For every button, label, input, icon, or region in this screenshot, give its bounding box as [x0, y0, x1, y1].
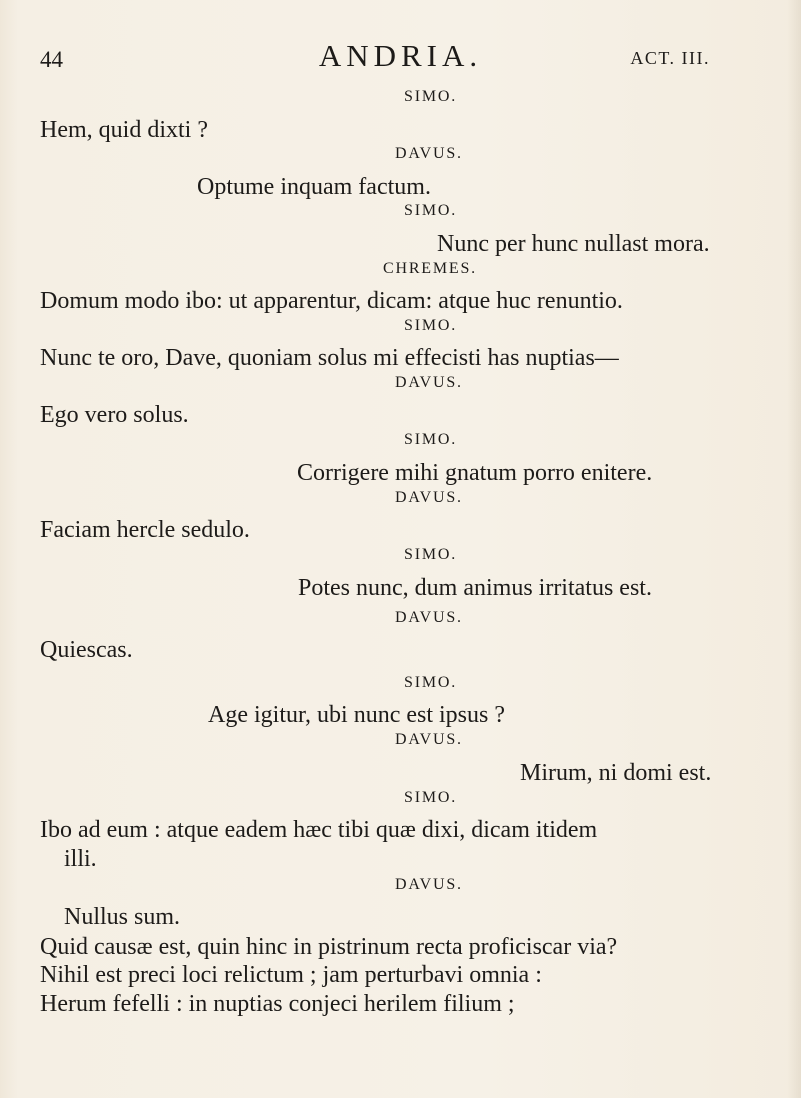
speech-line: Potes nunc, dum animus irritatus est. [298, 575, 652, 601]
speech-line: Nunc te oro, Dave, quoniam solus mi effecisti has nuptias— [40, 345, 619, 371]
page-number: 44 [40, 47, 63, 72]
speech-line: Mirum, ni domi est. [520, 760, 712, 786]
page-edge-shadow [787, 0, 801, 1098]
speaker-label: DAVUS. [395, 876, 463, 893]
speaker-label: CHREMES. [383, 260, 477, 277]
running-title: ANDRIA. [318, 38, 483, 73]
speaker-label: SIMO. [404, 88, 458, 105]
speech-line: illi. [64, 846, 97, 872]
speech-line: Nullus sum. [64, 904, 181, 930]
speech-line: Quiescas. [40, 637, 133, 663]
speaker-label: SIMO. [404, 674, 458, 691]
speech-line: Herum fefelli : in nuptias conjeci herilem filium ; [40, 991, 515, 1017]
speaker-label: SIMO. [404, 546, 458, 563]
speech-line: Domum modo ibo: ut apparentur, dicam: atque huc renuntio. [40, 288, 623, 314]
speaker-label: DAVUS. [395, 374, 463, 391]
speech-line: Optume inquam factum. [197, 174, 431, 200]
speech-line: Nunc per hunc nullast mora. [437, 231, 710, 257]
speaker-label: SIMO. [404, 789, 458, 806]
speaker-label: SIMO. [404, 431, 458, 448]
speech-line: Faciam hercle sedulo. [40, 517, 250, 543]
speaker-label: DAVUS. [395, 731, 463, 748]
speaker-label: DAVUS. [395, 145, 463, 162]
speech-line: Ego vero solus. [40, 402, 189, 428]
speaker-label: SIMO. [404, 202, 458, 219]
speaker-label: SIMO. [404, 317, 458, 334]
speech-line: Hem, quid dixti ? [40, 117, 208, 143]
speech-line: Age igitur, ubi nunc est ipsus ? [208, 702, 505, 728]
speech-line: Ibo ad eum : atque eadem hæc tibi quæ dixi, dicam itidem [40, 817, 598, 843]
speech-line: Quid causæ est, quin hinc in pistrinum recta proficiscar via? [40, 934, 618, 960]
speaker-label: DAVUS. [395, 489, 463, 506]
act-label: ACT. III. [630, 48, 710, 68]
speech-line: Nihil est preci loci relictum ; jam perturbavi omnia : [40, 962, 542, 988]
speaker-label: DAVUS. [395, 609, 463, 626]
speech-line: Corrigere mihi gnatum porro enitere. [297, 460, 653, 486]
